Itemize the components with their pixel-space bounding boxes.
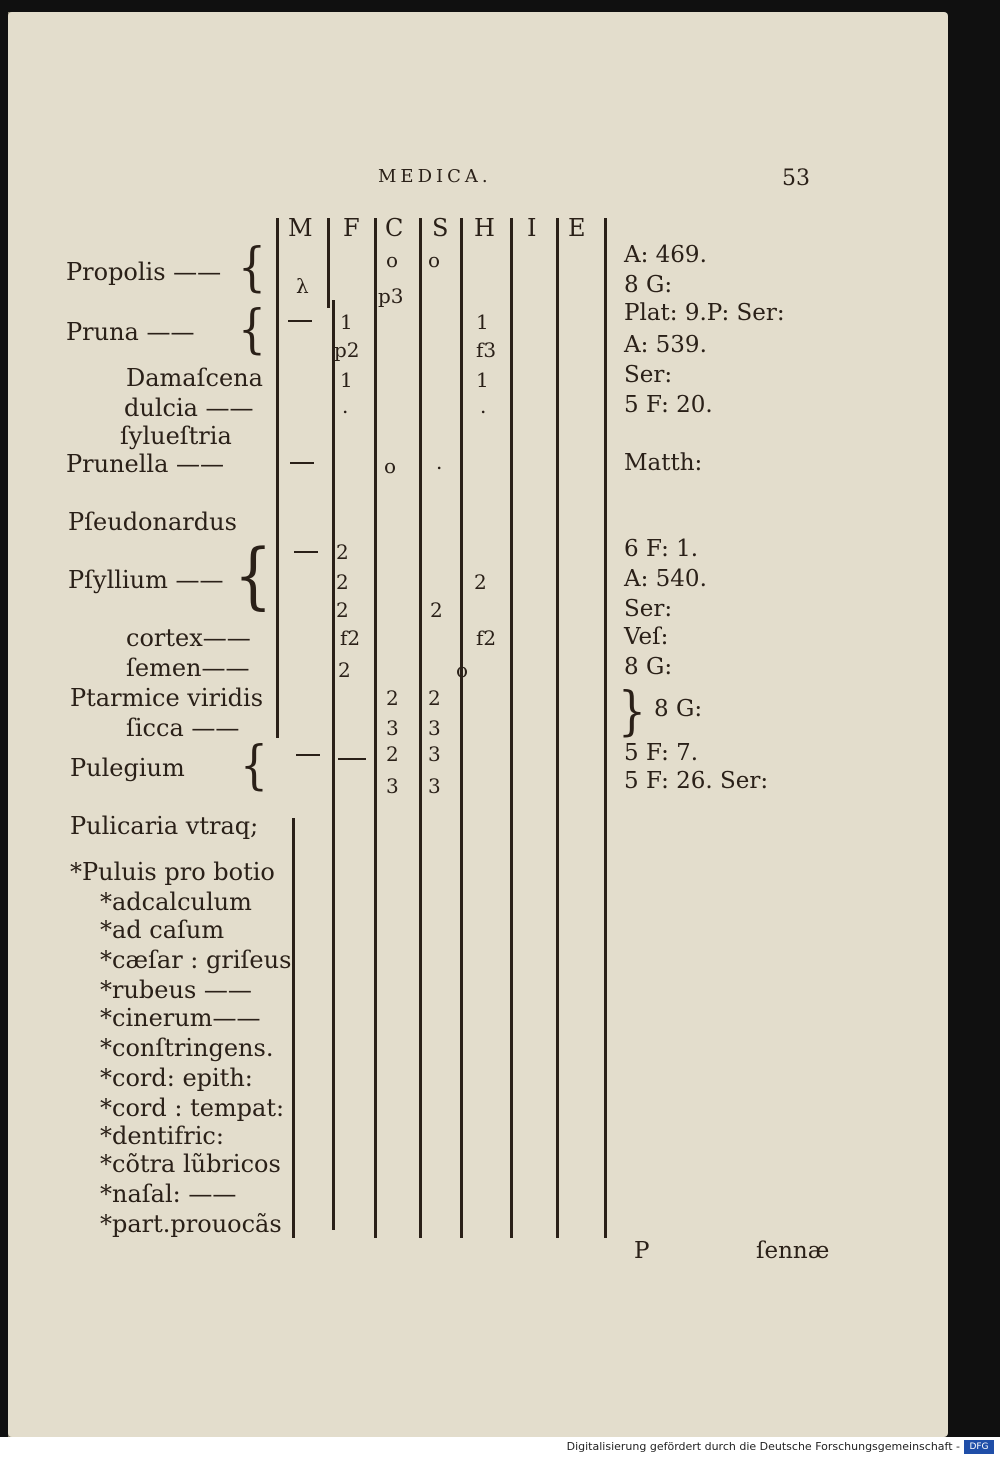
brace-ptarmice-ref: } [618, 680, 646, 742]
page-number: 53 [782, 166, 810, 191]
table-cell: 2 [336, 570, 349, 594]
reference: 5 F: 7. [624, 740, 699, 766]
brace-psyllium: { [234, 534, 273, 618]
digitization-footer [0, 1437, 1000, 1457]
table-cell: o [456, 658, 469, 682]
term-sicca: ſicca —— [126, 714, 240, 742]
table-cell: 1 [476, 368, 489, 392]
column-header-c: C [385, 214, 404, 242]
table-dash [288, 320, 312, 322]
reference: A: 540. [624, 566, 707, 592]
term-ptarmice: Ptarmice viridis [70, 684, 264, 712]
table-cell: . [480, 394, 487, 418]
column-header-h: H [474, 214, 495, 242]
table-cell: . [342, 394, 349, 418]
term-pulvis-sub: *naſal: —— [100, 1180, 237, 1208]
term-propolis: Propolis —— [66, 258, 222, 286]
column-header-f: F [343, 214, 360, 242]
dfg-logo: DFG [964, 1440, 994, 1454]
table-cell: f3 [476, 338, 497, 362]
term-pulvis-sub: *ad caſum [100, 916, 225, 944]
column-header-s: S [432, 214, 449, 242]
table-cell: 2 [336, 540, 349, 564]
table-cell: 2 [338, 658, 351, 682]
column-header-m: M [288, 214, 313, 242]
column-header-i: I [527, 214, 537, 242]
reference: 6 F: 1. [624, 536, 699, 562]
term-damascena: Damaſcena [126, 364, 263, 392]
reference: A: 539. [624, 332, 707, 358]
table-cell: f2 [340, 626, 361, 650]
term-prunella: Prunella —— [66, 450, 225, 478]
term-pulvis-sub: *rubeus —— [100, 976, 252, 1004]
brace-pulegium: { [240, 734, 268, 796]
column-rule [332, 300, 335, 1230]
table-dash [296, 754, 320, 756]
term-pulvis-sub: *cõtra lũbricos [100, 1150, 281, 1178]
term-psyllium: Pſyllium —— [68, 566, 224, 594]
catchword: ſennæ [756, 1238, 830, 1264]
table-cell: 2 [428, 686, 441, 710]
column-rule [374, 218, 377, 1238]
table-cell: 1 [340, 310, 353, 334]
term-pseudonardus: Pſeudonardus [68, 508, 237, 536]
term-pulvis-sub: *cord: epith: [100, 1064, 253, 1092]
reference: Veſ: [624, 624, 669, 650]
term-pulicaria: Pulicaria vtraq; [70, 812, 259, 840]
table-dash [290, 462, 314, 464]
table-cell: 3 [428, 774, 441, 798]
table-cell: λ [296, 274, 309, 298]
table-cell: p2 [334, 338, 360, 362]
funding-credit: Digitalisierung gefördert durch die Deutsche Forschungsgemeinschaft - [566, 1440, 960, 1453]
reference: Ser: [624, 596, 673, 622]
reference: 5 F: 26. Ser: [624, 768, 769, 794]
term-pulvis-sub: *cæſar : griſeus [100, 946, 292, 974]
column-rule [556, 218, 559, 1238]
term-pulvis-sub: *conſtringens. [100, 1034, 274, 1062]
column-rule [327, 218, 330, 308]
column-header-e: E [568, 214, 586, 242]
reference: Ser: [624, 362, 673, 388]
brace-propolis: { [238, 236, 266, 298]
column-rule [460, 218, 463, 1238]
reference: 8 G: [624, 272, 673, 298]
table-cell: o [428, 248, 441, 272]
table-cell: 1 [476, 310, 489, 334]
column-rule [419, 218, 422, 1238]
table-cell: 1 [340, 368, 353, 392]
term-pulegium: Pulegium [70, 754, 185, 782]
table-cell: 2 [386, 686, 399, 710]
term-pruna: Pruna —— [66, 318, 195, 346]
reference: A: 469. [624, 242, 707, 268]
term-pulvis: *Puluis pro botio [70, 858, 275, 886]
table-cell: 3 [428, 716, 441, 740]
table-cell: 2 [386, 742, 399, 766]
running-title: MEDICA. [378, 166, 492, 187]
reference: Plat: 9.P: Ser: [624, 300, 785, 326]
term-dulcia: dulcia —— [124, 394, 254, 422]
term-cortex: cortex—— [126, 624, 251, 652]
column-rule [604, 218, 607, 1238]
table-cell: 2 [474, 570, 487, 594]
reference: 8 G: [654, 696, 703, 722]
table-cell: o [386, 248, 399, 272]
term-pulvis-sub: *adcalculum [100, 888, 252, 916]
table-cell: . [436, 450, 443, 474]
reference: Matth: [624, 450, 703, 476]
term-pulvis-sub: *cinerum—— [100, 1004, 261, 1032]
reference: 5 F: 20. [624, 392, 713, 418]
column-rule [510, 218, 513, 1238]
table-cell: p3 [378, 284, 404, 308]
table-cell: 3 [386, 716, 399, 740]
column-rule [292, 818, 295, 1238]
table-cell: 3 [386, 774, 399, 798]
brace-pruna: { [238, 298, 266, 360]
term-sylvestria: ſylueſtria [120, 422, 232, 450]
reference: 8 G: [624, 654, 673, 680]
table-cell: o [384, 454, 397, 478]
column-rule [276, 218, 279, 738]
term-pulvis-sub: *dentifric: [100, 1122, 224, 1150]
term-pulvis-sub: *cord : tempat: [100, 1094, 285, 1122]
signature-mark: P [634, 1238, 650, 1264]
table-cell: 3 [428, 742, 441, 766]
table-dash [338, 758, 366, 760]
table-dash [294, 551, 318, 553]
term-semen: ſemen—— [126, 654, 250, 682]
table-cell: 2 [430, 598, 443, 622]
table-cell: 2 [336, 598, 349, 622]
term-pulvis-sub: *part.prouocãs [100, 1210, 282, 1238]
table-cell: f2 [476, 626, 497, 650]
